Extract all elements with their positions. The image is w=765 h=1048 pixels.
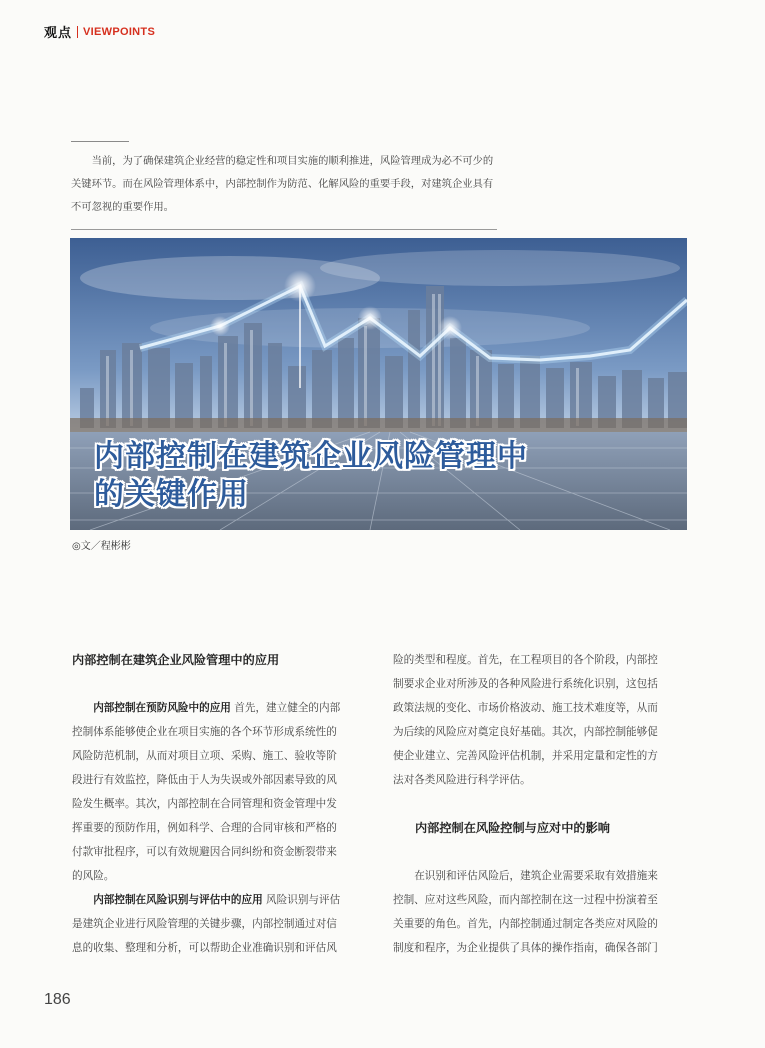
article-title-line-2: 的关键作用 [94,477,249,512]
section-label-cn: 观点 [44,26,73,41]
paragraph-prevention-line-4: 段进行有效监控，降低由于人为失误或外部因素导致的风 [72,774,337,786]
paragraph-control-line-3: 关重要的角色。首先，内部控制通过制定各类应对风险的 [393,918,658,930]
paragraph-identification-line-2: 是建筑企业进行风险管理的关键步骤，内部控制通过对信 [72,918,337,930]
paragraph-prevention-line-6: 挥重要的预防作用，例如科学、合理的合同审核和严格的 [72,822,337,834]
section-heading-application: 内部控制在建筑企业风险管理中的应用 [72,653,280,667]
paragraph-identification-line-3: 息的收集、整理和分析，可以帮助企业准确识别和评估风 [72,942,337,954]
continued-line-3: 政策法规的变化、市场价格波动、施工技术难度等，从而 [393,702,658,714]
run-in-heading-identification: 内部控制在风险识别与评估中的应用 [93,894,263,906]
continued-line-4: 为后续的风险应对奠定良好基础。其次，内部控制能够促 [393,726,658,738]
body-column-right [393,648,671,960]
paragraph-control-line-4: 制度和程序，为企业提供了具体的操作指南，确保各部门 [393,942,658,954]
article-title [94,438,528,514]
lead-bottom-rule [71,229,497,230]
article-title-line-1: 内部控制在建筑企业风险管理中 [94,439,528,474]
section-label-en: VIEWPOINTS [83,25,156,38]
paragraph-identification [72,888,350,912]
body-column-left [72,648,350,960]
section-header [44,22,155,41]
hero-image [70,238,687,530]
header-divider [77,26,78,38]
section-heading-control: 内部控制在风险控制与应对中的影响 [415,821,610,835]
lead-text: 当前，为了确保建筑企业经营的稳定性和项目实施的顺利推进，风险管理成为必不可少的关键环节。而在风险管理体系中，内部控制作为防范、化解风险的重要手段，对建筑企业具有不可忽视的重要作用。 [71,155,494,213]
continued-line-2: 制要求企业对所涉及的各种风险进行系统化识别，这包括 [393,678,658,690]
run-in-heading-prevention: 内部控制在预防风险中的应用 [93,702,231,714]
paragraph-control-line-2: 控制、应对这些风险，而内部控制在这一过程中扮演着至 [393,894,658,906]
author-byline: ◎文／程彬彬 [72,541,131,552]
paragraph-prevention-line-3: 风险防范机制，从而对项目立项、采购、施工、验收等阶 [72,750,337,762]
paragraph-identification-first-line: 风险识别与评估 [262,894,341,906]
lead-paragraph [71,150,501,219]
paragraph-control-line-1: 在识别和评估风险后，建筑企业需要采取有效措施来 [414,870,658,882]
continued-line-6: 法对各类风险进行科学评估。 [393,774,531,786]
page-number: 186 [44,991,71,1008]
paragraph-prevention-line-7: 付款审批程序，可以有效规避因合同纠纷和资金断裂带来 [72,846,337,858]
continued-line-5: 使企业建立、完善风险评估机制，并采用定量和定性的方 [393,750,658,762]
lead-top-rule [71,141,129,142]
paragraph-prevention-line-8: 的风险。 [72,870,115,882]
paragraph-prevention [72,696,350,720]
paragraph-prevention-first-line: 首先，建立健全的内部 [230,702,341,714]
continued-line-1: 险的类型和程度。首先，在工程项目的各个阶段，内部控 [393,654,658,666]
paragraph-prevention-line-2: 控制体系能够使企业在项目实施的各个环节形成系统性的 [72,726,337,738]
paragraph-prevention-line-5: 险发生概率。其次，内部控制在合同管理和资金管理中发 [72,798,337,810]
